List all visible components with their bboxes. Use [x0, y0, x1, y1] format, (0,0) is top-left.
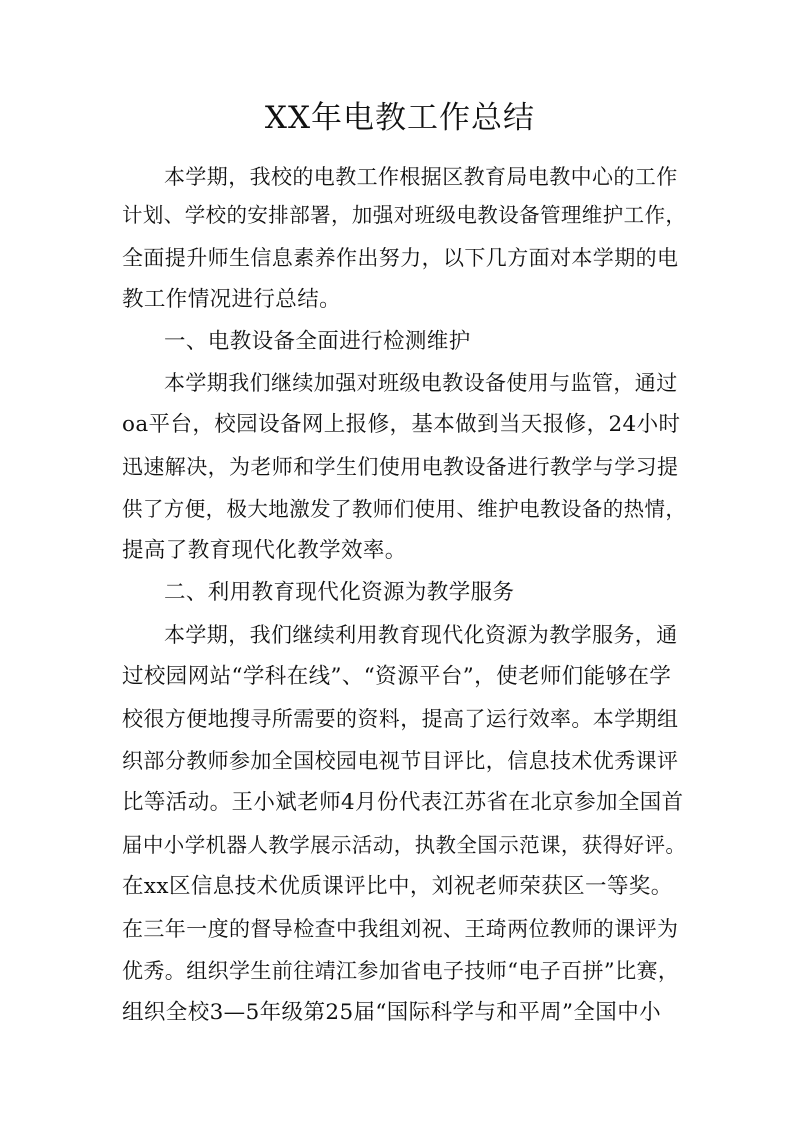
paragraph-2-line-2: oa平台，校园设备网上报修，基本做到当天报修，24小时: [122, 412, 681, 437]
paragraph-3-line-9: 优秀。组织学生前往靖江参加省电子技师“电子百拼”比赛，: [122, 959, 680, 983]
paragraph-1-line-4: 教工作情况进行总结。: [122, 287, 342, 312]
document-title: XX年电教工作总结: [264, 100, 536, 136]
paragraph-2-line-5: 提高了教育现代化教学效率。: [122, 538, 407, 563]
paragraph-3-line-3: 校很方便地搜寻所需要的资料，提高了运行效率。本学期组: [122, 707, 679, 731]
paragraph-1-line-1: 本学期，我校的电教工作根据区教育局电教中心的工作: [164, 165, 678, 189]
paragraph-3-line-10: 组织全校3—5年级第25届“国际科学与和平周”全国中小: [122, 1000, 662, 1025]
section-heading-2: 二、利用教育现代化资源为教学服务: [164, 580, 515, 605]
paragraph-1-line-3: 全面提升师生信息素养作出努力，以下几方面对本学期的电: [122, 246, 679, 270]
paragraph-3-line-1: 本学期，我们继续利用教育现代化资源为教学服务，通: [164, 623, 678, 647]
paragraph-3-line-8: 在三年一度的督导检查中我组刘祝、王琦两位教师的课评为: [122, 917, 679, 941]
paragraph-2-line-1: 本学期我们继续加强对班级电教设备使用与监管，通过: [164, 371, 678, 395]
paragraph-2-line-4: 供了方便，极大地激发了教师们使用、维护电教设备的热情，: [122, 497, 687, 521]
section-heading-1: 一、电教设备全面进行检测维护: [164, 329, 471, 354]
paragraph-2-line-3: 迅速解决，为老师和学生们使用电教设备进行教学与学习提: [122, 455, 679, 479]
paragraph-3-line-6: 届中小学机器人教学展示活动，执教全国示范课，获得好评。: [122, 833, 687, 857]
paragraph-1-line-2: 计划、学校的安排部署，加强对班级电教设备管理维护工作，: [122, 203, 687, 227]
paragraph-3-line-4: 织部分教师参加全国校园电视节目评比，信息技术优秀课评: [122, 749, 679, 773]
paragraph-3-line-2: 过校园网站“学科在线”、“资源平台”，使老师们能够在学: [122, 664, 672, 689]
paragraph-3-line-5: 比等活动。王小斌老师4月份代表江苏省在北京参加全国首: [122, 790, 684, 815]
paragraph-3-line-7: 在xx区信息技术优质课评比中，刘祝老师荣获区一等奖。: [122, 874, 673, 899]
